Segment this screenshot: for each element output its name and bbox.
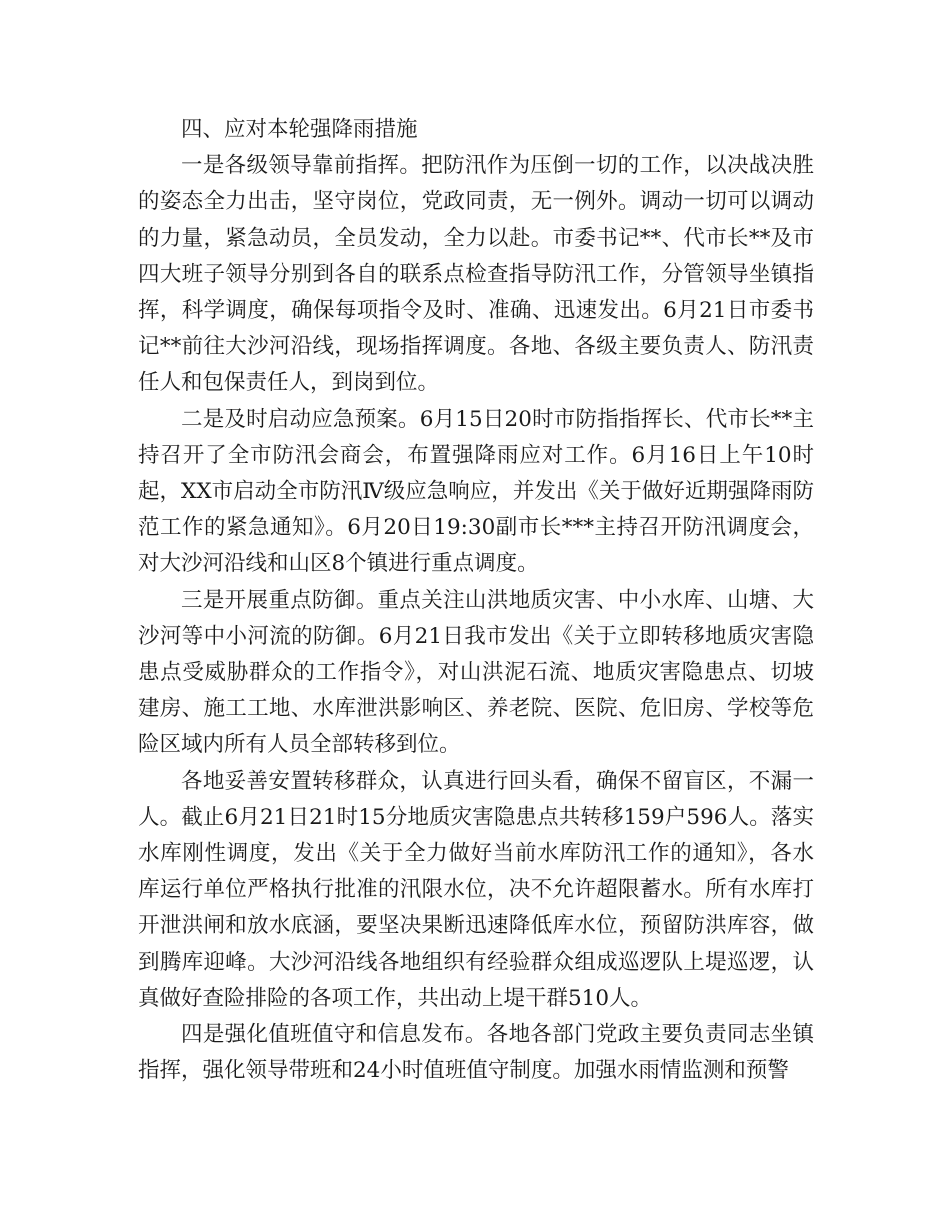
paragraph-duty-info: 四是强化值班值守和信息发布。各地各部门党政主要负责同志坐镇指挥，强化领导带班和24小时值班值守制度。加强水雨情监测和预警: [138, 1022, 814, 1084]
section-heading: 四、应对本轮强降雨措施: [181, 117, 418, 142]
paragraph-leadership: 一是各级领导靠前指挥。把防汛作为压倒一切的工作，以决战决胜的姿态全力出击，坚守岗位，党政同责，无一例外。调动一切可以调动的力量，紧急动员，全员发动，全力以赴。市委书记**、代市长**及市四大班子领导分别到各自的联系点检查指导防汛工作，分管领导坐镇指挥，科学调度，确保每项指令及时、准确、迅速发出。6月21日市委书记**前往大沙河沿线，现场指挥调度。各地、各级主要负责人、防汛责任人和包保责任人，到岗到位。: [138, 153, 814, 396]
paragraph-key-defense: 三是开展重点防御。重点关注山洪地质灾害、中小水库、山塘、大沙河等中小河流的防御。6月21日我市发出《关于立即转移地质灾害隐患点受威胁群众的工作指令》，对山洪泥石流、地质灾害隐患点、切坡建房、施工工地、水库泄洪影响区、养老院、医院、危旧房、学校等危险区域内所有人员全部转移到位。: [138, 587, 814, 758]
paragraph-emergency-plan: 二是及时启动应急预案。6月15日20时市防指指挥长、代市长**主持召开了全市防汛会商会，布置强降雨应对工作。6月16日上午10时起，XX市启动全市防汛Ⅳ级应急响应，并发出《关于做好近期强降雨防范工作的紧急通知》。6月20日19:30副市长***主持召开防汛调度会，对大沙河沿线和山区8个镇进行重点调度。: [138, 406, 814, 577]
document-body: [138, 112, 814, 1089]
paragraph-resettlement: 各地妥善安置转移群众，认真进行回头看，确保不留盲区，不漏一人。截止6月21日21时15分地质灾害隐患点共转移159户596人。落实水库刚性调度，发出《关于全力做好当前水库防汛工作的通知》，各水库运行单位严格执行批准的汛限水位，决不允许超限蓄水。所有水库打开泄洪闸和放水底涵，要坚决果断迅速降低库水位，预留防洪库容，做到腾库迎峰。大沙河沿线各地组织有经验群众组成巡逻队上堤巡逻，认真做好查险排险的各项工作，共出动上堤干群510人。: [138, 768, 814, 1011]
